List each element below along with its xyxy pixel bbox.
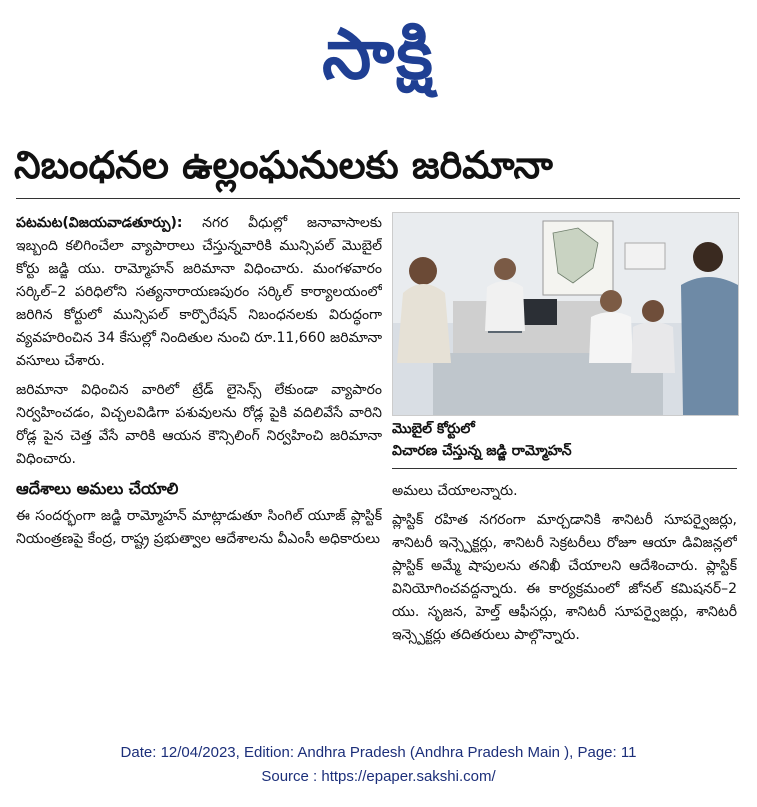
- photo-caption: [392, 418, 737, 469]
- office-scene-image: [393, 213, 738, 415]
- article-paragraph: ప్లాస్టిక్ రహిత నగరంగా మార్చడానికి శానిటరీ సూపర్వైజర్లు, శానిటరీ ఇన్స్పెక్టర్లు, శానిటరీ సెక్రటరీలు రోజూ ఆయా డివిజన్లలో ప్లాస్టిక్ అమ్మే షాపులను తనిఖీ చేయాలని ఆదేశించారు. ప్లాస్టిక్ వినియోగించవద్దన్నారు. ఈ కార్యక్రమంలో జోనల్ కమిషనర్–2 యు. సృజన, హెల్త్ ఆఫీసర్లు, శానిటరీ సూపర్వైజర్లు, శానిటరీ ఇన్స్పెక్టర్లు తదితరులు పాల్గొన్నారు.: [392, 512, 737, 643]
- masthead-logo: సాక్షి: [322, 13, 435, 95]
- article-left-column: [16, 212, 382, 736]
- article-text: నగర వీధుల్లో జనావాసాలకు ఇబ్బంది కలిగించేలా వ్యాపారాలు చేస్తున్నవారికి మున్సిపల్ మొబైల్ కోర్టు జడ్జి యు. రామ్మోహన్ జరిమానా విధించారు. మంగళవారం సర్కిల్–2 పరిధిలోని సత్యనారాయణపురం సర్కిల్ కార్యాలయంలో జరిగిన కోర్టులో మున్సిపల్ కార్పొరేషన్ నిబంధనలకు విరుద్ధంగా వ్యవహరించిన 34 కేసుల్లో నిందితుల నుంచి రూ.11,660 జరిమానా వసూలు చేశారు.: [16, 215, 382, 369]
- article-paragraph: అమలు చేయాలన్నారు.: [392, 483, 518, 499]
- article-paragraph: ఈ సందర్భంగా జడ్జి రామ్మోహన్ మాట్లాడుతూ సింగిల్ యూజ్ ప్లాస్టిక్ నియంత్రణపై కేంద్ర, రాష్ట్ర ప్రభుత్వాల ఆదేశాలను వీఎంసీ అధికారులు: [16, 508, 382, 547]
- footer-date-line: Date: 12/04/2023, Edition: Andhra Pradesh (Andhra Pradesh Main ), Page: 11: [120, 744, 637, 761]
- caption-line: మొబైల్ కోర్టులో: [392, 421, 475, 437]
- news-photo: [392, 212, 739, 416]
- headline: నిబంధనల ఉల్లంఘనులకు జరిమానా: [14, 143, 553, 187]
- dateline: పటమట(విజయవాడతూర్పు):: [16, 215, 183, 231]
- article-paragraph: జరిమానా విధించిన వారిలో ట్రేడ్ లైసెన్స్ లేకుండా వ్యాపారం నిర్వహించడం, విచ్చలవిడిగా పశువులను రోడ్ల పైకి వదిలివేసే వారిని రోడ్ల పైన చెత్త వేసే వారికి ఆయన కౌన్సిలింగ్ నిర్వహించి జరిమానా విధించారు.: [16, 382, 382, 467]
- article-paragraph: [16, 212, 382, 373]
- headline-divider: [16, 198, 740, 199]
- source-footer: [0, 741, 757, 789]
- article-subhead: ఆదేశాలు అమలు చేయాలి: [16, 479, 179, 498]
- caption-line: విచారణ చేస్తున్న జడ్జి రామ్మోహన్: [392, 443, 572, 459]
- footer-source-line: Source : https://epaper.sakshi.com/: [261, 768, 496, 785]
- article-right-column: [392, 480, 737, 730]
